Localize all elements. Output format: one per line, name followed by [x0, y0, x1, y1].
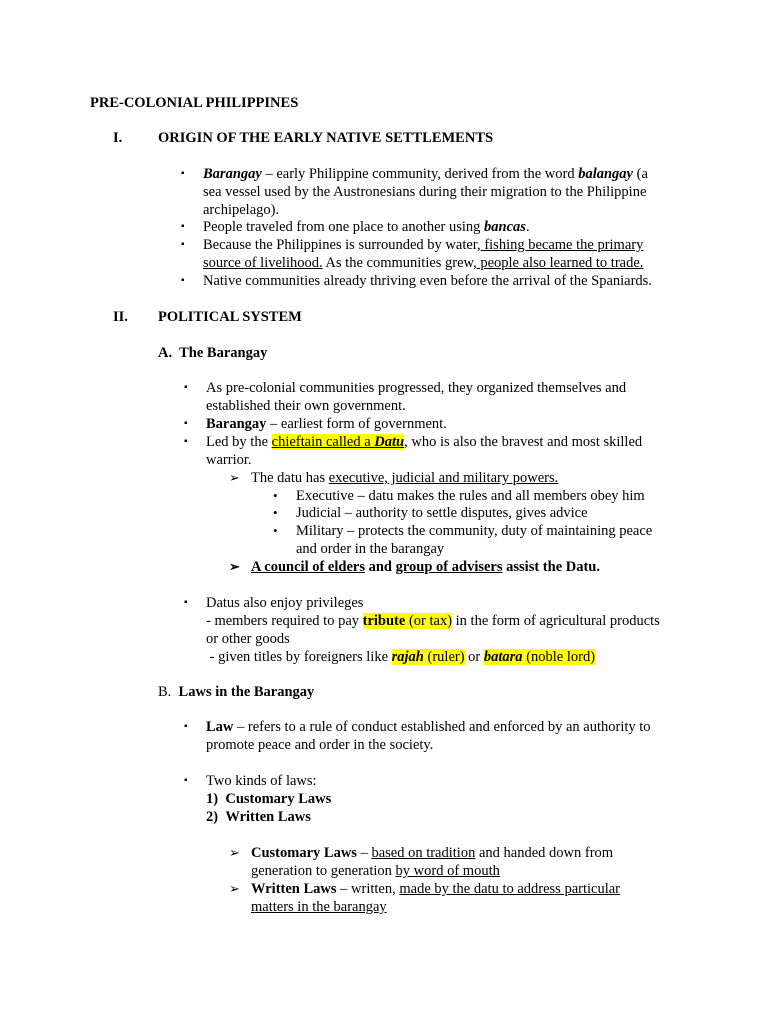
text: – [356, 845, 372, 861]
text: generation to generation [251, 863, 396, 879]
text: or [464, 649, 484, 665]
term-batara: batara [483, 649, 523, 665]
arrow-item [229, 469, 679, 487]
text: People traveled from one place to another using [203, 219, 485, 235]
term-tribute: tribute [362, 613, 406, 629]
text: established their own government. [206, 398, 406, 414]
text: warrior. [206, 452, 252, 468]
list-item [184, 718, 684, 754]
text: , who is also the bravest and most skilled [404, 434, 643, 450]
square-bullet-icon: ▪ [181, 221, 185, 232]
text: - members required to pay [206, 613, 363, 629]
list-item [181, 218, 681, 236]
underlined-text: fishing became the primary [480, 237, 644, 253]
term-datu: Datu [374, 434, 405, 450]
square-bullet-icon: ▪ [181, 168, 185, 179]
text: . [525, 219, 530, 235]
text: sea vessel used by the Austronesians during their migration to the Philippine [203, 184, 647, 200]
square-bullet-icon: ▪ [184, 382, 188, 393]
text: – refers to a rule of conduct established and enforced by an authority to [233, 719, 651, 735]
dot-bullet-icon: • [273, 523, 278, 538]
text: Because the Philippines is surrounded by water, [203, 237, 481, 253]
arrow-item [229, 844, 679, 880]
underlined-text: by word of mouth [395, 863, 500, 879]
text: Military – protects the community, duty of maintaining peace [296, 523, 653, 539]
document-title: PRE-COLONIAL PHILIPPINES [90, 95, 299, 111]
section-2-numeral: II. [113, 309, 128, 325]
term-bancas: bancas [484, 219, 526, 235]
text: - given titles by foreigners like [206, 649, 392, 665]
text: and order in the barangay [296, 541, 445, 557]
underlined-text: made by the datu to address particular [399, 881, 621, 897]
list-item [184, 415, 684, 433]
list-item [184, 379, 684, 415]
letter: A. [158, 345, 173, 361]
subsection-b-heading [158, 683, 314, 701]
arrow-item [229, 880, 679, 916]
text: and handed down from [475, 845, 614, 861]
text: Led by the [206, 434, 272, 450]
square-bullet-icon: ▪ [184, 418, 188, 429]
arrow-bullet-icon: ➢ [229, 559, 240, 574]
underlined-text: , people also learned to trade. [473, 255, 644, 271]
underlined-text: group of advisers [395, 559, 503, 575]
text: As pre-colonial communities progressed, they organized themselves and [206, 380, 627, 396]
underlined-text: source of livelihood. [203, 255, 323, 271]
text: assist the Datu. [502, 559, 600, 575]
text: promote peace and order in the society. [206, 737, 434, 753]
term-rajah: rajah [391, 649, 424, 665]
square-bullet-icon: ▪ [184, 721, 188, 732]
highlighted-text: (ruler) [423, 649, 465, 665]
list-item [184, 772, 684, 826]
section-2-heading: POLITICAL SYSTEM [158, 309, 302, 325]
term-barangay: Barangay [203, 166, 262, 182]
highlighted-text: (noble lord) [522, 649, 596, 665]
text: archipelago). [203, 202, 280, 218]
arrow-bullet-icon: ➢ [229, 881, 240, 896]
text: Two kinds of laws: [206, 773, 317, 789]
text: Judicial – authority to settle disputes, gives advice [296, 505, 588, 521]
text: or other goods [206, 631, 290, 647]
text: Native communities already thriving even before the arrival of the Spaniards. [203, 273, 652, 289]
dot-item [273, 504, 693, 522]
text: As the communities grew [322, 255, 474, 271]
term-law: Law [206, 719, 234, 735]
text: (a [633, 166, 648, 182]
number: 2) [206, 809, 219, 825]
term-balangay: balangay [578, 166, 633, 182]
text: The datu has [251, 470, 329, 486]
arrow-item [229, 558, 679, 576]
underlined-text: based on tradition [371, 845, 476, 861]
text: Datus also enjoy privileges [206, 595, 364, 611]
square-bullet-icon: ▪ [181, 275, 185, 286]
term: Customary Laws [251, 845, 357, 861]
highlighted-text: chieftain called a [271, 434, 375, 450]
term: Written Laws [251, 881, 337, 897]
list-item [181, 165, 681, 219]
text: and [364, 559, 396, 575]
subsection-a-heading [158, 344, 267, 362]
text: Customary Laws [225, 791, 332, 807]
square-bullet-icon: ▪ [184, 597, 188, 608]
text: – early Philippine community, derived from the word [261, 166, 579, 182]
list-item [184, 433, 684, 469]
letter: B. [158, 684, 172, 700]
dot-item [273, 522, 693, 558]
term: Barangay [206, 416, 267, 432]
square-bullet-icon: ▪ [184, 436, 188, 447]
text: in the form of agricultural products [452, 613, 660, 629]
heading-text: Laws in the Barangay [178, 684, 315, 700]
arrow-bullet-icon: ➢ [229, 845, 240, 860]
dot-item [273, 487, 693, 505]
square-bullet-icon: ▪ [184, 775, 188, 786]
underlined-text: A council of elders [251, 559, 365, 575]
dot-bullet-icon: • [273, 488, 278, 503]
text: Executive – datu makes the rules and all members obey him [296, 488, 645, 504]
section-1-numeral: I. [113, 130, 123, 146]
text: Written Laws [225, 809, 311, 825]
list-item [184, 594, 684, 666]
text: – written, [336, 881, 400, 897]
list-item [181, 272, 701, 290]
dot-bullet-icon: • [273, 505, 278, 520]
square-bullet-icon: ▪ [181, 239, 185, 250]
number: 1) [206, 791, 219, 807]
heading-text: The Barangay [179, 345, 268, 361]
section-1-heading: ORIGIN OF THE EARLY NATIVE SETTLEMENTS [158, 130, 494, 146]
arrow-bullet-icon: ➢ [229, 470, 240, 485]
highlighted-text: (or tax) [405, 613, 453, 629]
list-item [181, 236, 681, 272]
text: – earliest form of government. [266, 416, 447, 432]
underlined-text: matters in the barangay [251, 899, 387, 915]
underlined-text: executive, judicial and military powers. [328, 470, 559, 486]
